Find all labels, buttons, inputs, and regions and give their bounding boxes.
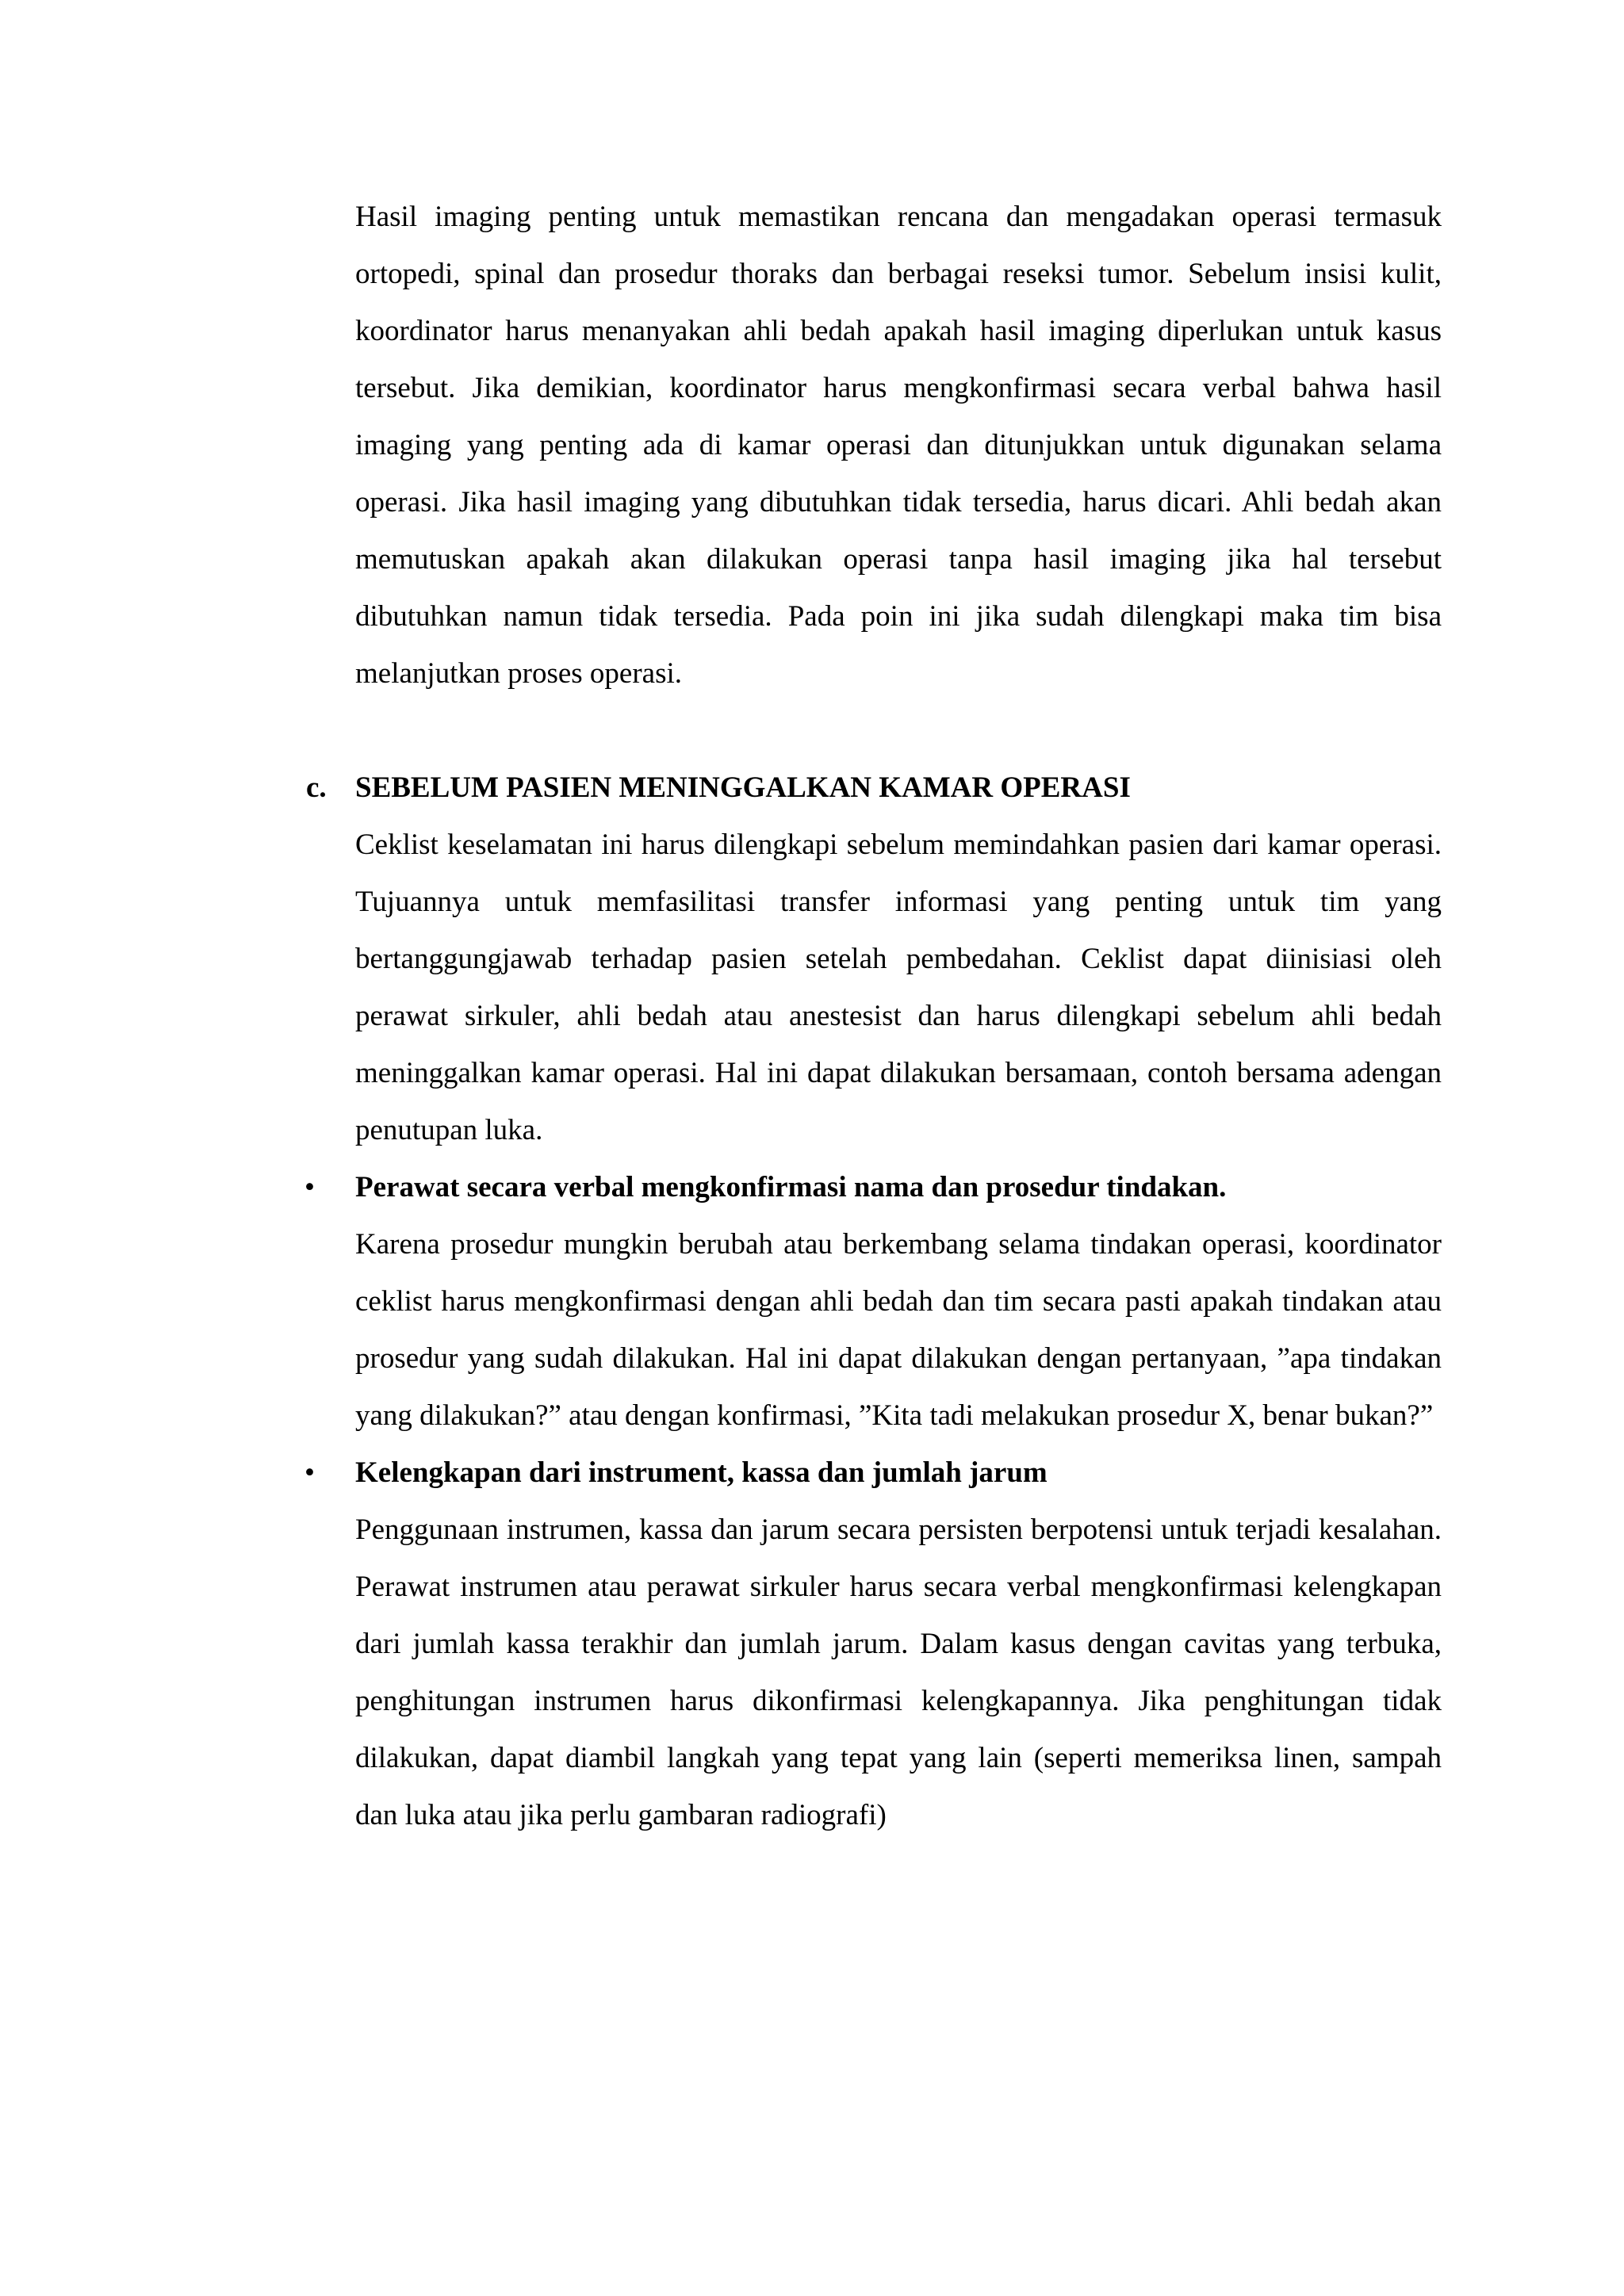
bullet-item-1-heading — [304, 1159, 1442, 1216]
section-c-heading — [306, 760, 1442, 817]
section-c-title: SEBELUM PASIEN MENINGGALKAN KAMAR OPERASI — [355, 771, 1131, 804]
bullet-item-1-title: Perawat secara verbal mengkonfirmasi nama dan prosedur tindakan. — [355, 1171, 1227, 1203]
intro-paragraph: Hasil imaging penting untuk memastikan rencana dan mengadakan operasi termasuk ortopedi, spinal dan prosedur thoraks dan berbagai reseksi tumor. Sebelum insisi kulit, koordinator harus menanyakan ahli bedah apakah hasil imaging diperlukan untuk kasus tersebut. Jika demikian, koordinator harus mengkonfirmasi secara verbal bahwa hasil imaging yang penting ada di kamar operasi dan ditunjukkan untuk digunakan selama operasi. Jika hasil imaging yang dibutuhkan tidak tersedia, harus dicari. Ahli bedah akan memutuskan apakah akan dilakukan operasi tanpa hasil imaging jika hal tersebut dibutuhkan namun tidak tersedia. Pada poin ini jika sudah dilengkapi maka tim bisa melanjutkan proses operasi. — [355, 201, 1442, 690]
bullet-item-2-title: Kelengkapan dari instrument, kassa dan jumlah jarum — [355, 1456, 1048, 1489]
section-c-paragraph: Ceklist keselamatan ini harus dilengkapi sebelum memindahkan pasien dari kamar operasi. Tujuannya untuk memfasilitasi transfer informasi yang penting untuk tim yang bertanggungjawab terhadap pasien setelah pembedahan. Ceklist dapat diinisiasi oleh perawat sirkuler, ahli bedah atau anestesist dan harus dilengkapi sebelum ahli bedah meninggalkan kamar operasi. Hal ini dapat dilakukan bersamaan, contoh bersama adengan penutupan luka. — [355, 828, 1442, 1146]
document-body — [304, 189, 1442, 1844]
bullet-item-1-paragraph: Karena prosedur mungkin berubah atau berkembang selama tindakan operasi, koordinator ceklist harus mengkonfirmasi dengan ahli bedah dan tim secara pasti apakah tindakan atau prosedur yang sudah dilakukan. Hal ini dapat dilakukan dengan pertanyaan, ”apa tindakan yang dilakukan?” atau dengan konfirmasi, ”Kita tadi melakukan prosedur X, benar bukan?” — [355, 1228, 1442, 1432]
bullet-icon: • — [304, 1171, 315, 1203]
bullet-item-2-paragraph: Penggunaan instrumen, kassa dan jarum secara persisten berpotensi untuk terjadi kesalahan. Perawat instrumen atau perawat sirkuler harus secara verbal mengkonfirmasi kelengkapan dari jumlah kassa terakhir dan jumlah jarum. Dalam kasus dengan cavitas yang terbuka, penghitungan instrumen harus dikonfirmasi kelengkapannya. Jika penghitungan tidak dilakukan, dapat diambil langkah yang tepat yang lain (seperti memeriksa linen, sampah dan luka atau jika perlu gambaran radiografi) — [355, 1513, 1442, 1831]
bullet-icon: • — [304, 1456, 315, 1489]
bullet-item-2-heading — [304, 1445, 1442, 1502]
section-c-marker: c. — [306, 771, 327, 804]
